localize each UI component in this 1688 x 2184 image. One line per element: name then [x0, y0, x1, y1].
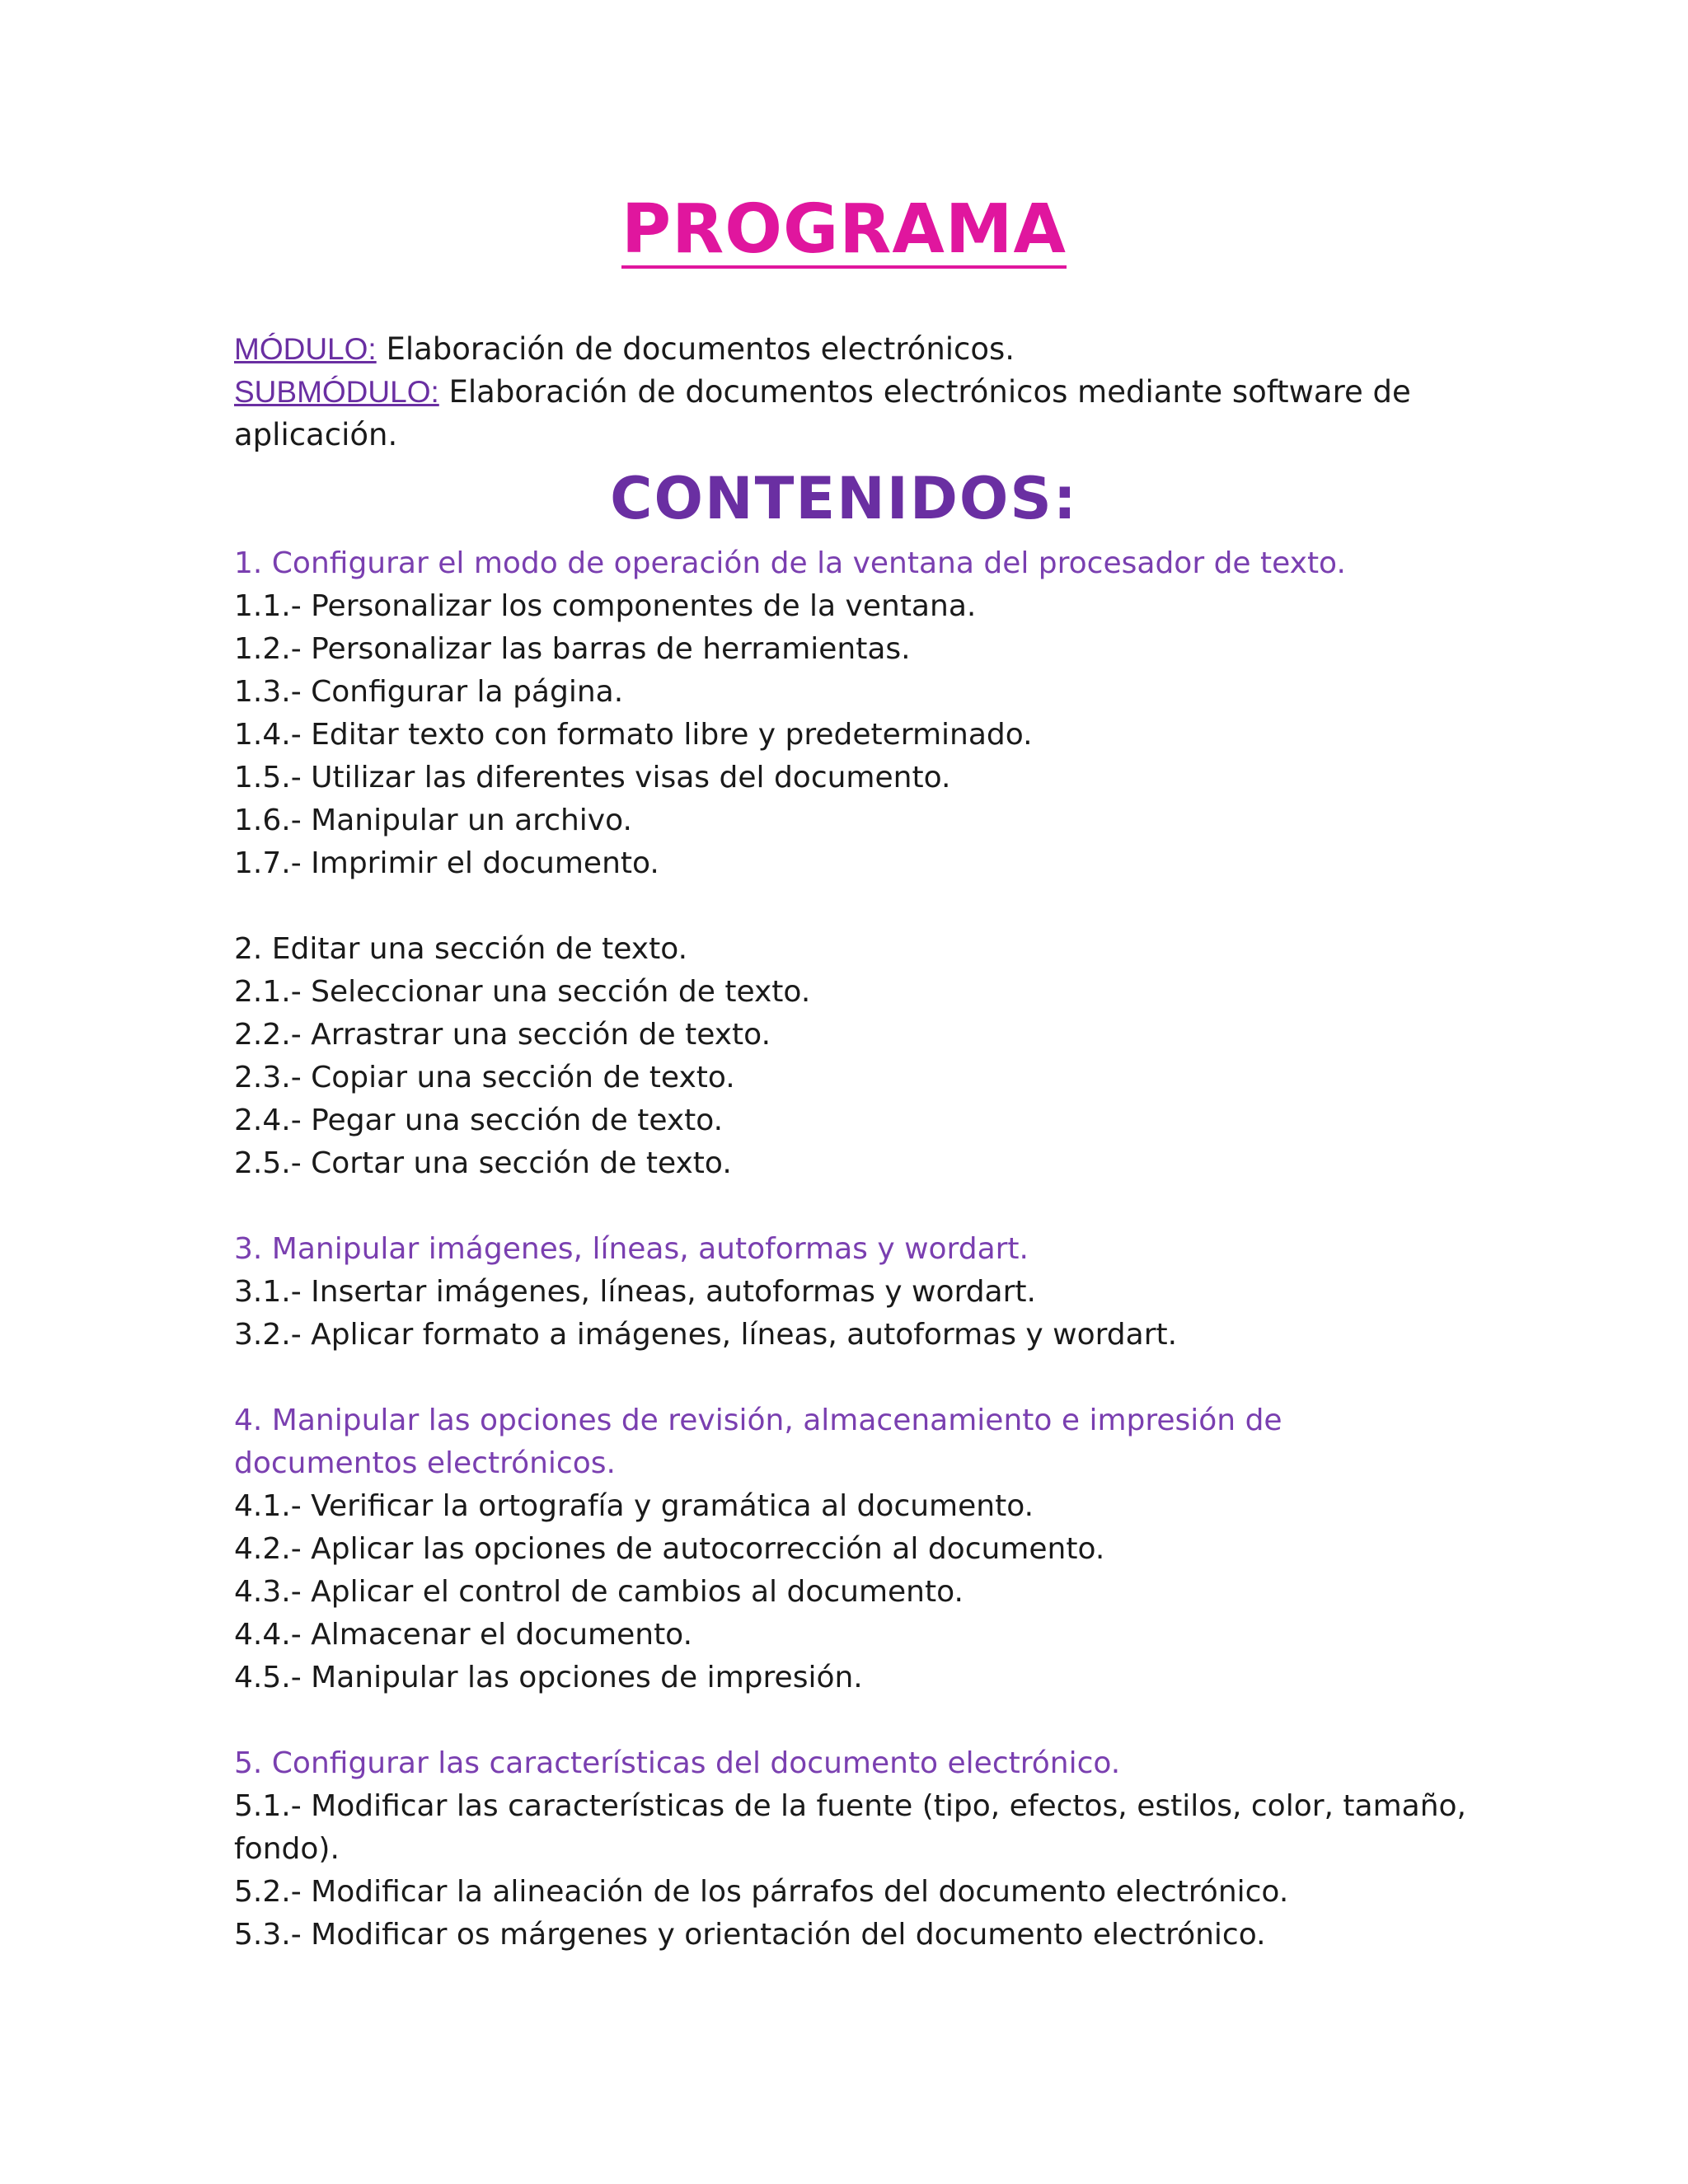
list-item: 4.2.- Aplicar las opciones de autocorrección al documento. [234, 1532, 1105, 1566]
submodulo-label: SUBMÓDULO: [234, 375, 439, 409]
list-item: 3.1.- Insertar imágenes, líneas, autoformas y wordart. [234, 1275, 1036, 1309]
contenidos-heading: CONTENIDOS: [610, 465, 1078, 532]
section-gap [234, 1699, 1470, 1742]
list-item: 1.3.- Configurar la página. [234, 675, 624, 709]
list-item: 1.1.- Personalizar los componentes de la ventana. [234, 589, 977, 623]
section-gap [234, 1185, 1470, 1228]
submodulo-text: Elaboración de documentos electrónicos mediante software de [438, 374, 1411, 410]
contents-list [234, 542, 1470, 1957]
list-item: 1.4.- Editar texto con formato libre y predeterminado. [234, 718, 1033, 752]
list-item: 1.2.- Personalizar las barras de herramientas. [234, 632, 911, 666]
list-item: 2.1.- Seleccionar una sección de texto. [234, 975, 811, 1009]
section-gap [234, 885, 1470, 928]
section-title: 2. Editar una sección de texto. [234, 932, 688, 966]
section-title: 4. Manipular las opciones de revisión, almacenamiento e impresión de [234, 1404, 1282, 1437]
list-item: 2.3.- Copiar una sección de texto. [234, 1061, 735, 1094]
list-item: 2.5.- Cortar una sección de texto. [234, 1146, 732, 1180]
section-title: 5. Configurar las características del documento electrónico. [234, 1746, 1121, 1780]
page-title [0, 190, 1688, 269]
list-item: 2.4.- Pegar una sección de texto. [234, 1104, 724, 1137]
list-item: 5.3.- Modificar os márgenes y orientación del documento electrónico. [234, 1918, 1266, 1952]
list-item: 3.2.- Aplicar formato a imágenes, líneas, autoformas y wordart. [234, 1318, 1178, 1352]
modulo-label: MÓDULO: [234, 332, 377, 366]
list-item: 1.6.- Manipular un archivo. [234, 804, 632, 837]
list-item: 5.1.- Modificar las características de la fuente (tipo, efectos, estilos, color, tamaño, [234, 1789, 1467, 1823]
list-item: 1.5.- Utilizar las diferentes visas del documento. [234, 761, 951, 794]
section-title: 1. Configurar el modo de operación de la ventana del procesador de texto. [234, 546, 1346, 580]
list-item: 5.2.- Modificar la alineación de los párrafos del documento electrónico. [234, 1875, 1289, 1909]
list-item: 4.4.- Almacenar el documento. [234, 1618, 693, 1652]
list-item: 4.3.- Aplicar el control de cambios al documento. [234, 1575, 964, 1609]
list-item: 1.7.- Imprimir el documento. [234, 846, 659, 880]
list-item: fondo). [234, 1832, 340, 1866]
submodulo-line [234, 371, 1470, 414]
modulo-line [234, 328, 1470, 371]
modulo-text: Elaboración de documentos electrónicos. [376, 331, 1015, 367]
submodulo-text-cont: aplicación. [234, 417, 398, 452]
section-gap [234, 1357, 1470, 1399]
list-item: 4.1.- Verificar la ortografía y gramática al documento. [234, 1489, 1034, 1523]
submodulo-line-cont [234, 414, 1470, 457]
list-item: 2.2.- Arrastrar una sección de texto. [234, 1018, 771, 1052]
page-title-text: PROGRAMA [621, 190, 1067, 269]
list-item: 4.5.- Manipular las opciones de impresión. [234, 1661, 863, 1694]
section-title: documentos electrónicos. [234, 1446, 616, 1480]
section-title: 3. Manipular imágenes, líneas, autoformas y wordart. [234, 1232, 1029, 1266]
